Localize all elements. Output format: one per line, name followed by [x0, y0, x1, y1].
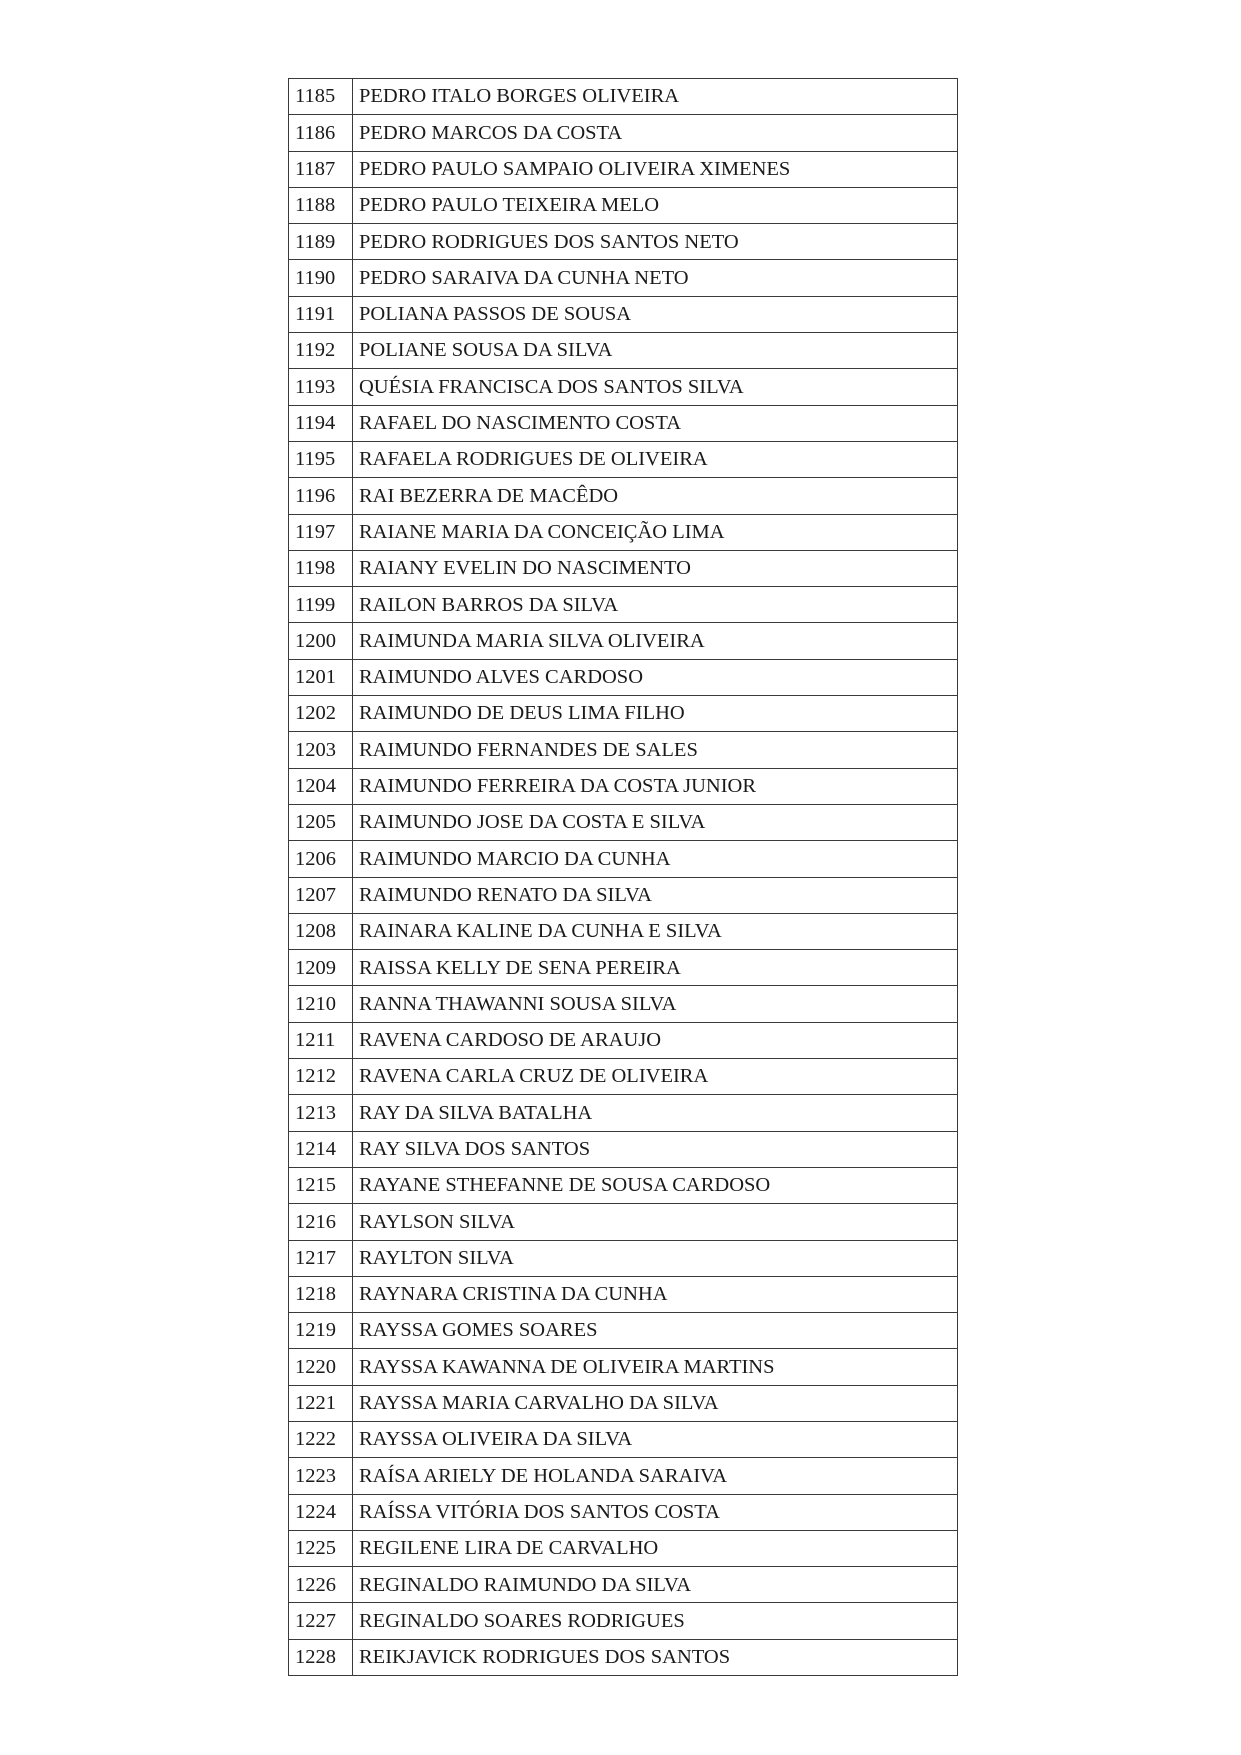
table-row	[289, 1639, 958, 1675]
row-number: 1195	[289, 441, 353, 477]
person-name: RAYANE STHEFANNE DE SOUSA CARDOSO	[353, 1167, 958, 1203]
table-row	[289, 369, 958, 405]
row-number: 1226	[289, 1567, 353, 1603]
person-name: RAYSSA OLIVEIRA DA SILVA	[353, 1421, 958, 1457]
person-name: RAYNARA CRISTINA DA CUNHA	[353, 1276, 958, 1312]
table-row	[289, 1385, 958, 1421]
person-name: RAÍSSA VITÓRIA DOS SANTOS COSTA	[353, 1494, 958, 1530]
table-row	[289, 115, 958, 151]
person-name: RAILON BARROS DA SILVA	[353, 587, 958, 623]
person-name: RAIANY EVELIN DO NASCIMENTO	[353, 550, 958, 586]
row-number: 1206	[289, 841, 353, 877]
person-name: RANNA THAWANNI SOUSA SILVA	[353, 986, 958, 1022]
person-name: RAYLSON SILVA	[353, 1204, 958, 1240]
table-row	[289, 1022, 958, 1058]
table-row	[289, 1095, 958, 1131]
row-number: 1186	[289, 115, 353, 151]
row-number: 1222	[289, 1421, 353, 1457]
table-row	[289, 841, 958, 877]
table-row	[289, 1349, 958, 1385]
row-number: 1193	[289, 369, 353, 405]
names-table	[288, 78, 958, 1676]
person-name: RAIMUNDO RENATO DA SILVA	[353, 877, 958, 913]
table-row	[289, 1313, 958, 1349]
table-row	[289, 1603, 958, 1639]
person-name: RAISSA KELLY DE SENA PEREIRA	[353, 950, 958, 986]
person-name: RAYSSA MARIA CARVALHO DA SILVA	[353, 1385, 958, 1421]
row-number: 1201	[289, 659, 353, 695]
person-name: REGINALDO RAIMUNDO DA SILVA	[353, 1567, 958, 1603]
table-row	[289, 1059, 958, 1095]
row-number: 1209	[289, 950, 353, 986]
row-number: 1218	[289, 1276, 353, 1312]
person-name: PEDRO SARAIVA DA CUNHA NETO	[353, 260, 958, 296]
row-number: 1228	[289, 1639, 353, 1675]
row-number: 1198	[289, 550, 353, 586]
row-number: 1224	[289, 1494, 353, 1530]
row-number: 1207	[289, 877, 353, 913]
person-name: PEDRO PAULO SAMPAIO OLIVEIRA XIMENES	[353, 151, 958, 187]
row-number: 1216	[289, 1204, 353, 1240]
row-number: 1185	[289, 79, 353, 115]
table-row	[289, 950, 958, 986]
person-name: RAYSSA KAWANNA DE OLIVEIRA MARTINS	[353, 1349, 958, 1385]
row-number: 1211	[289, 1022, 353, 1058]
row-number: 1204	[289, 768, 353, 804]
row-number: 1221	[289, 1385, 353, 1421]
table-row	[289, 224, 958, 260]
row-number: 1190	[289, 260, 353, 296]
row-number: 1215	[289, 1167, 353, 1203]
row-number: 1217	[289, 1240, 353, 1276]
table-row	[289, 1567, 958, 1603]
person-name: RAIMUNDO MARCIO DA CUNHA	[353, 841, 958, 877]
row-number: 1189	[289, 224, 353, 260]
table-row	[289, 1458, 958, 1494]
table-row	[289, 333, 958, 369]
person-name: RAVENA CARLA CRUZ DE OLIVEIRA	[353, 1059, 958, 1095]
person-name: RAÍSA ARIELY DE HOLANDA SARAIVA	[353, 1458, 958, 1494]
table-row	[289, 405, 958, 441]
row-number: 1205	[289, 804, 353, 840]
table-row	[289, 913, 958, 949]
person-name: RAY SILVA DOS SANTOS	[353, 1131, 958, 1167]
person-name: PEDRO RODRIGUES DOS SANTOS NETO	[353, 224, 958, 260]
table-row	[289, 1131, 958, 1167]
person-name: PEDRO MARCOS DA COSTA	[353, 115, 958, 151]
table-row	[289, 151, 958, 187]
table-row	[289, 768, 958, 804]
table-row	[289, 550, 958, 586]
table-row	[289, 1530, 958, 1566]
row-number: 1194	[289, 405, 353, 441]
person-name: RAIMUNDO FERREIRA DA COSTA JUNIOR	[353, 768, 958, 804]
person-name: RAVENA CARDOSO DE ARAUJO	[353, 1022, 958, 1058]
row-number: 1214	[289, 1131, 353, 1167]
person-name: RAI BEZERRA DE MACÊDO	[353, 478, 958, 514]
person-name: RAIMUNDO DE DEUS LIMA FILHO	[353, 696, 958, 732]
table-row	[289, 1421, 958, 1457]
row-number: 1220	[289, 1349, 353, 1385]
table-row	[289, 1167, 958, 1203]
row-number: 1187	[289, 151, 353, 187]
row-number: 1197	[289, 514, 353, 550]
person-name: POLIANA PASSOS DE SOUSA	[353, 296, 958, 332]
row-number: 1227	[289, 1603, 353, 1639]
row-number: 1210	[289, 986, 353, 1022]
person-name: RAIANE MARIA DA CONCEIÇÃO LIMA	[353, 514, 958, 550]
person-name: REGILENE LIRA DE CARVALHO	[353, 1530, 958, 1566]
row-number: 1203	[289, 732, 353, 768]
person-name: RAYSSA GOMES SOARES	[353, 1313, 958, 1349]
person-name: RAYLTON SILVA	[353, 1240, 958, 1276]
table-row	[289, 478, 958, 514]
names-table-body	[289, 79, 958, 1676]
table-row	[289, 1494, 958, 1530]
person-name: RAFAELA RODRIGUES DE OLIVEIRA	[353, 441, 958, 477]
table-row	[289, 1276, 958, 1312]
row-number: 1196	[289, 478, 353, 514]
person-name: PEDRO PAULO TEIXEIRA MELO	[353, 187, 958, 223]
table-row	[289, 732, 958, 768]
row-number: 1213	[289, 1095, 353, 1131]
person-name: RAFAEL DO NASCIMENTO COSTA	[353, 405, 958, 441]
table-row	[289, 79, 958, 115]
table-row	[289, 804, 958, 840]
table-row	[289, 1240, 958, 1276]
row-number: 1200	[289, 623, 353, 659]
table-row	[289, 514, 958, 550]
person-name: REIKJAVICK RODRIGUES DOS SANTOS	[353, 1639, 958, 1675]
person-name: RAY DA SILVA BATALHA	[353, 1095, 958, 1131]
row-number: 1212	[289, 1059, 353, 1095]
row-number: 1223	[289, 1458, 353, 1494]
row-number: 1225	[289, 1530, 353, 1566]
person-name: RAIMUNDO ALVES CARDOSO	[353, 659, 958, 695]
person-name: RAIMUNDO JOSE DA COSTA E SILVA	[353, 804, 958, 840]
row-number: 1192	[289, 333, 353, 369]
person-name: PEDRO ITALO BORGES OLIVEIRA	[353, 79, 958, 115]
person-name: RAIMUNDO FERNANDES DE SALES	[353, 732, 958, 768]
table-row	[289, 696, 958, 732]
table-row	[289, 441, 958, 477]
table-row	[289, 260, 958, 296]
table-row	[289, 877, 958, 913]
row-number: 1199	[289, 587, 353, 623]
table-row	[289, 986, 958, 1022]
table-row	[289, 296, 958, 332]
table-row	[289, 1204, 958, 1240]
row-number: 1208	[289, 913, 353, 949]
row-number: 1191	[289, 296, 353, 332]
person-name: REGINALDO SOARES RODRIGUES	[353, 1603, 958, 1639]
person-name: QUÉSIA FRANCISCA DOS SANTOS SILVA	[353, 369, 958, 405]
person-name: POLIANE SOUSA DA SILVA	[353, 333, 958, 369]
table-row	[289, 587, 958, 623]
table-row	[289, 187, 958, 223]
row-number: 1202	[289, 696, 353, 732]
table-row	[289, 623, 958, 659]
row-number: 1188	[289, 187, 353, 223]
person-name: RAINARA KALINE DA CUNHA E SILVA	[353, 913, 958, 949]
person-name: RAIMUNDA MARIA SILVA OLIVEIRA	[353, 623, 958, 659]
row-number: 1219	[289, 1313, 353, 1349]
table-row	[289, 659, 958, 695]
